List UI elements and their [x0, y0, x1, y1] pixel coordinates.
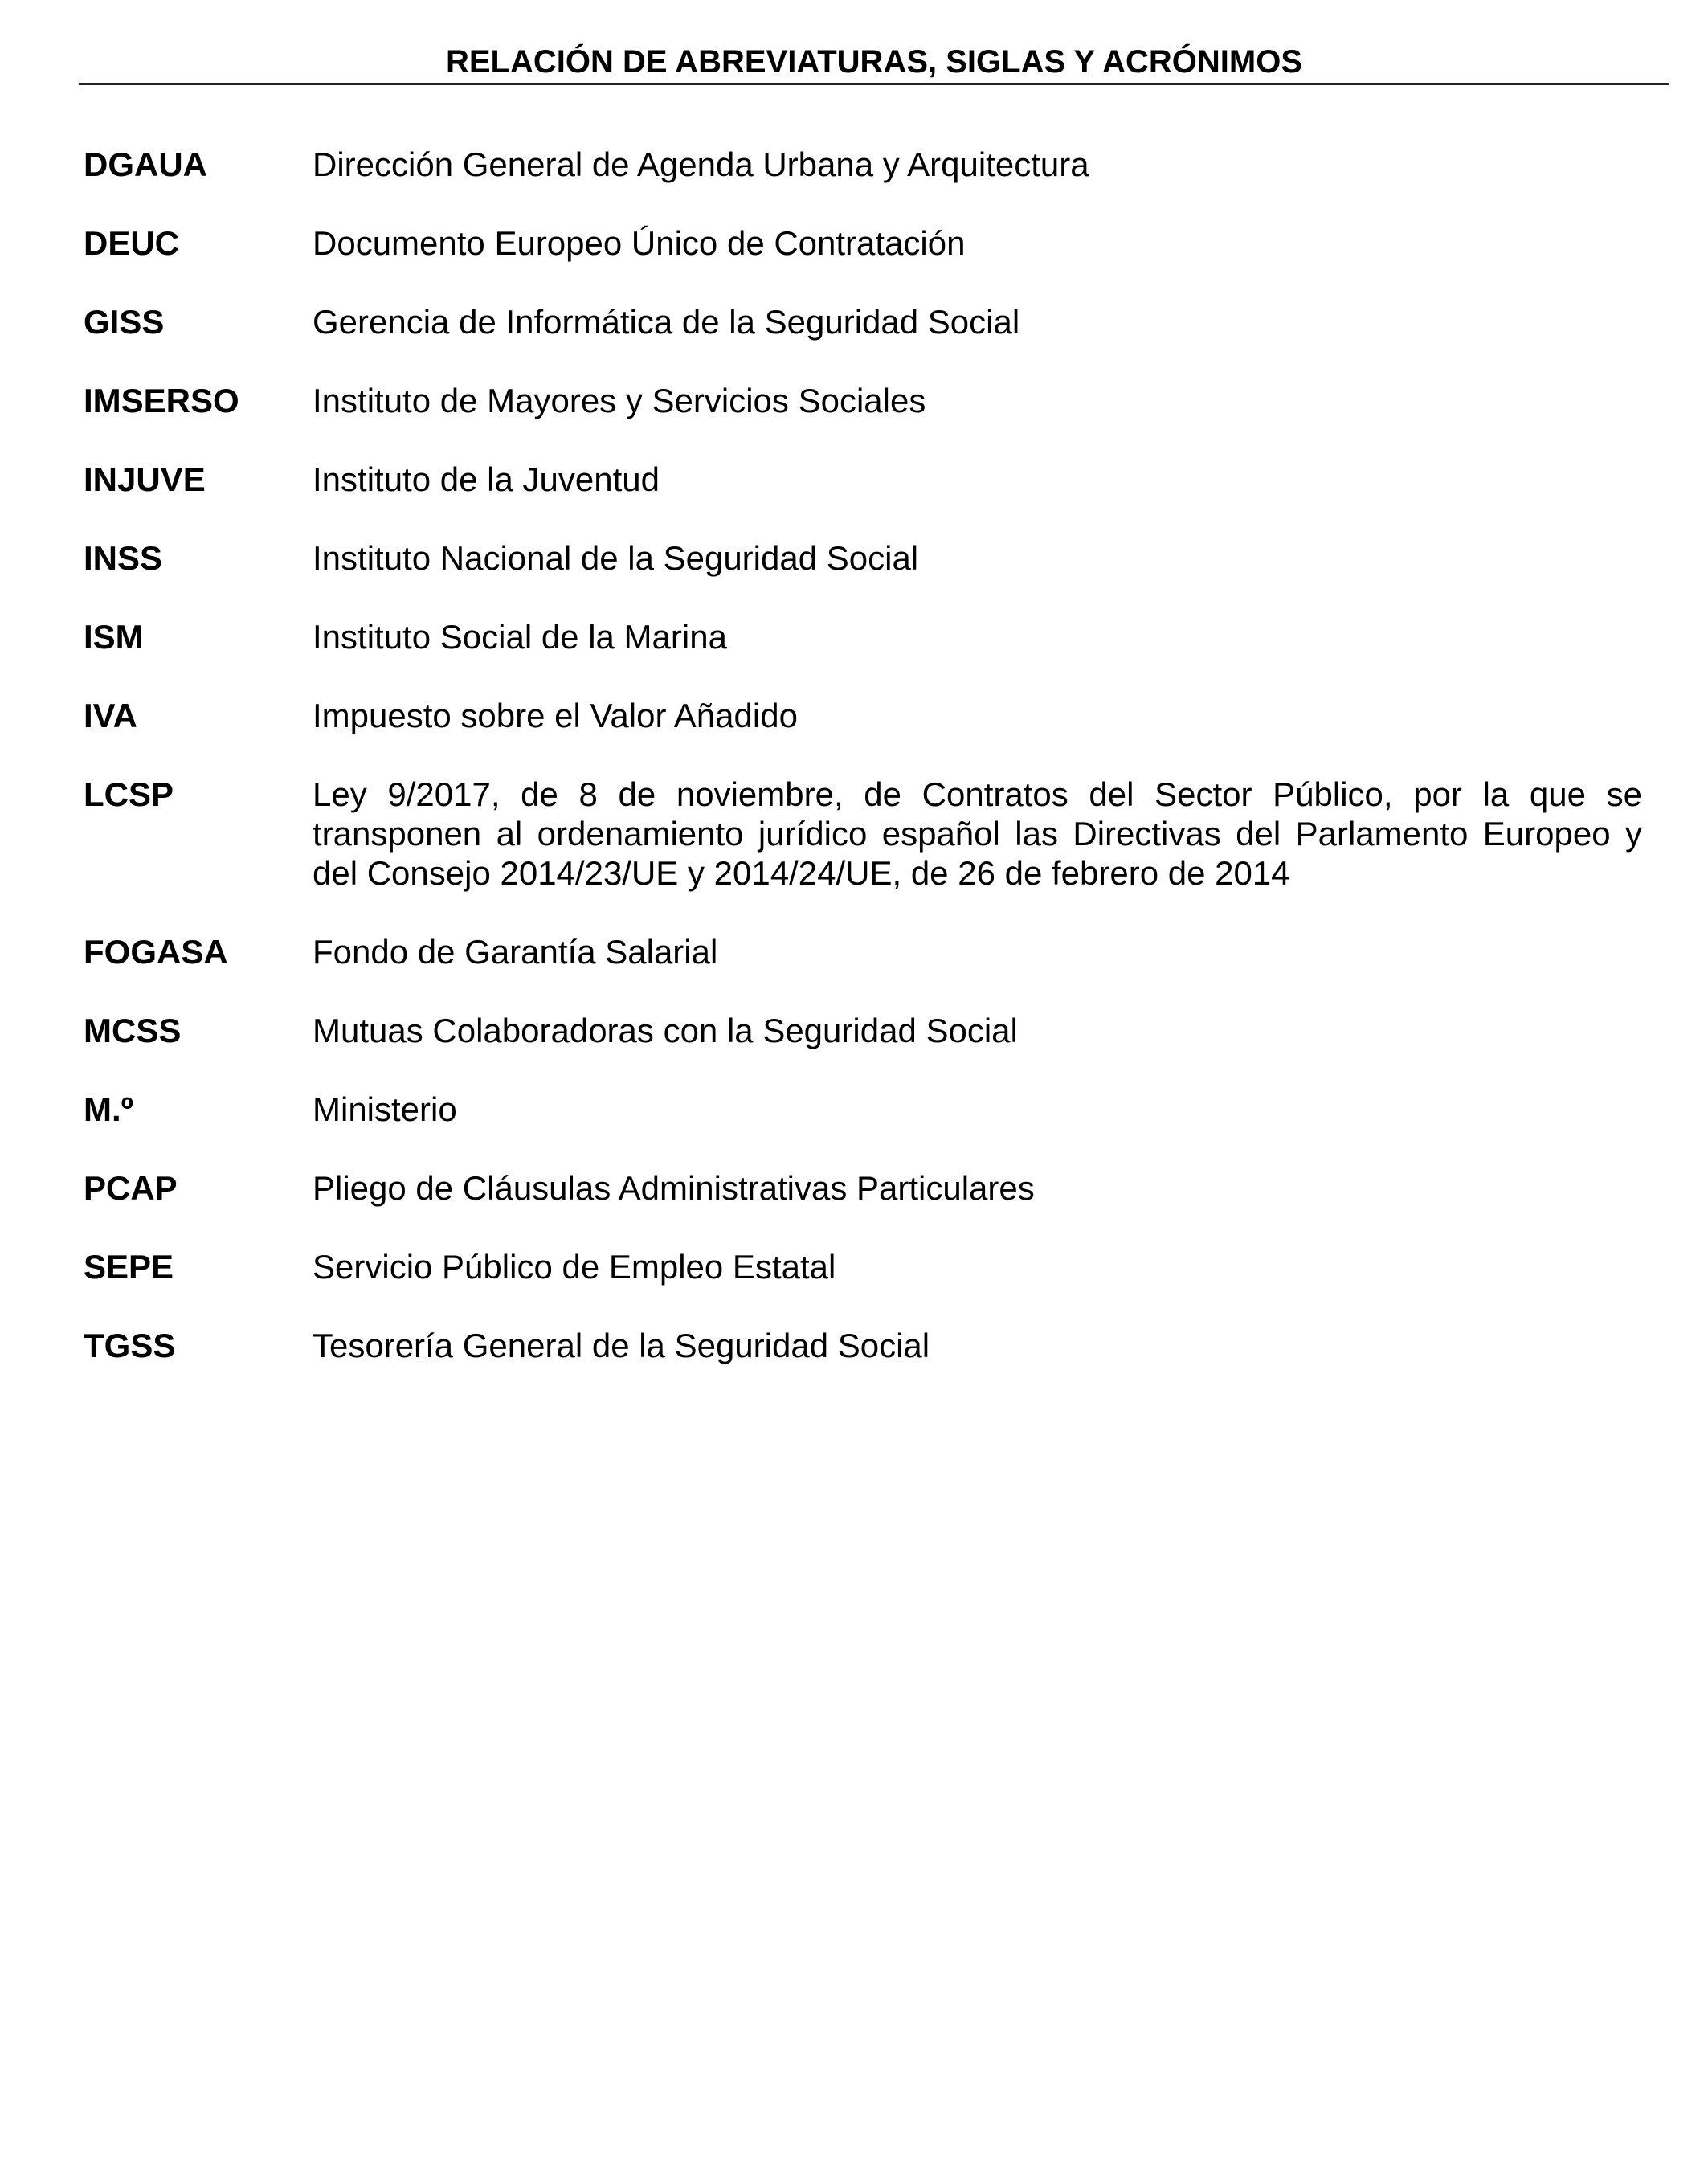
abbreviation-meaning: Gerencia de Informática de la Seguridad Social — [313, 303, 1020, 341]
abbreviation-entry — [84, 223, 1642, 263]
abbreviation: PCAP — [84, 1169, 178, 1207]
abbreviation-meaning: Ley 9/2017, de 8 de noviembre, de Contratos del Sector Público, por la que se transponen al ordenamiento jurídico español las Directivas del Parlamento Europeo y del Consejo 2014/23/UE y 2014/24/UE, de 26 de febrero de 2014 — [313, 775, 1642, 892]
abbreviation-entry — [84, 617, 1642, 656]
abbreviation-list — [84, 145, 1642, 1405]
abbreviation-meaning: Instituto de Mayores y Servicios Sociales — [313, 382, 926, 419]
abbreviation-entry — [84, 145, 1642, 184]
abbreviation-entry — [84, 1247, 1642, 1286]
abbreviation-meaning: Fondo de Garantía Salarial — [313, 933, 718, 971]
abbreviation: ISM — [84, 618, 144, 656]
abbreviation-meaning: Documento Europeo Único de Contratación — [313, 224, 966, 262]
abbreviation-entry — [84, 1090, 1642, 1129]
abbreviation: INJUVE — [84, 460, 206, 498]
abbreviation-entry — [84, 775, 1642, 893]
abbreviation-meaning: Ministerio — [313, 1090, 457, 1128]
abbreviation: SEPE — [84, 1248, 174, 1286]
abbreviation-meaning: Dirección General de Agenda Urbana y Arquitectura — [313, 145, 1089, 183]
abbreviation: DEUC — [84, 224, 180, 262]
abbreviation-entry — [84, 1011, 1642, 1050]
abbreviation-entry — [84, 538, 1642, 578]
page-title: RELACIÓN DE ABREVIATURAS, SIGLAS Y ACRÓNIMOS — [445, 44, 1302, 80]
abbreviation-meaning: Instituto Social de la Marina — [313, 618, 727, 656]
abbreviation-entry — [84, 302, 1642, 341]
abbreviation-entry — [84, 932, 1642, 971]
abbreviation: FOGASA — [84, 933, 228, 971]
abbreviation: DGAUA — [84, 145, 207, 183]
abbreviation-meaning: Instituto de la Juventud — [313, 460, 660, 498]
abbreviation: IVA — [84, 697, 137, 734]
abbreviation: TGSS — [84, 1327, 176, 1364]
abbreviation: INSS — [84, 539, 163, 577]
abbreviation-entry — [84, 381, 1642, 420]
abbreviation-meaning: Instituto Nacional de la Seguridad Social — [313, 539, 919, 577]
abbreviation-entry — [84, 1326, 1642, 1365]
abbreviation-entry — [84, 1168, 1642, 1208]
abbreviation-meaning: Tesorería General de la Seguridad Social — [313, 1327, 930, 1364]
abbreviation-meaning: Mutuas Colaboradoras con la Seguridad Social — [313, 1012, 1018, 1049]
abbreviation-meaning: Pliego de Cláusulas Administrativas Particulares — [313, 1169, 1035, 1207]
abbreviation: GISS — [84, 303, 165, 341]
abbreviation-entry — [84, 696, 1642, 735]
abbreviation: IMSERSO — [84, 382, 239, 419]
abbreviation: M.º — [84, 1090, 133, 1128]
abbreviation: MCSS — [84, 1012, 182, 1049]
abbreviation: LCSP — [84, 775, 174, 813]
abbreviation-entry — [84, 460, 1642, 499]
abbreviation-meaning: Impuesto sobre el Valor Añadido — [313, 697, 798, 734]
title-divider — [79, 83, 1669, 85]
abbreviation-meaning: Servicio Público de Empleo Estatal — [313, 1248, 836, 1286]
